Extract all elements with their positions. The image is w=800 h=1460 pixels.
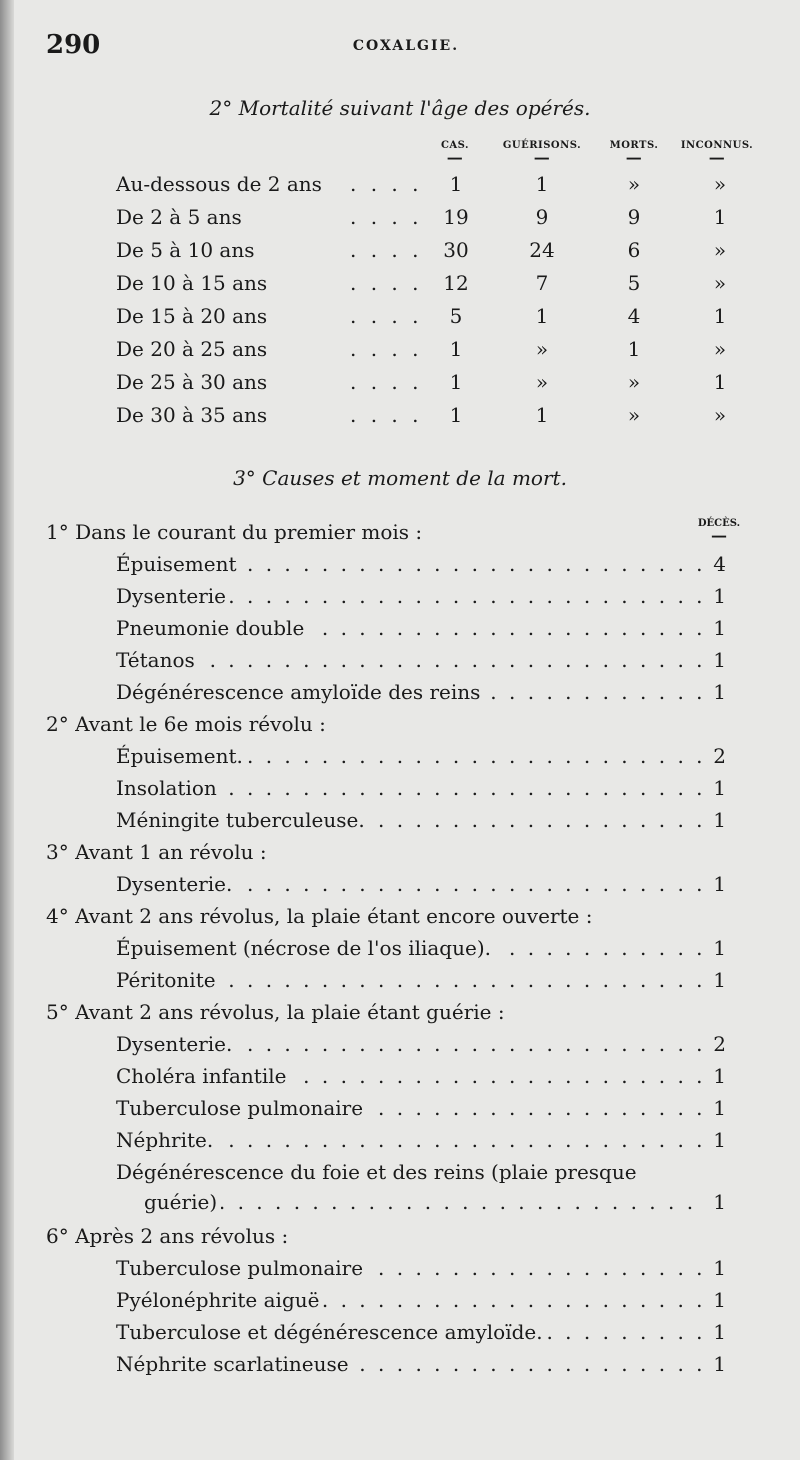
cell-morts: »	[627, 403, 641, 427]
cause-leader	[116, 744, 702, 768]
page-header	[46, 30, 766, 66]
death-count: 1	[713, 872, 726, 896]
cause-label: Tuberculose pulmonaire	[116, 1096, 367, 1120]
cause-label: Tétanos	[116, 648, 199, 672]
cause-row	[116, 680, 726, 710]
cause-label: Néphrite.	[116, 1128, 217, 1152]
cause-leader	[116, 1256, 702, 1280]
cell-cas: 1	[449, 370, 463, 394]
cause-row	[116, 872, 726, 902]
cause-leader	[116, 776, 702, 800]
cell-inconnus: »	[713, 238, 727, 262]
age-row	[0, 304, 800, 334]
death-count: 1	[713, 1064, 726, 1088]
cell-guerisons: »	[535, 337, 549, 361]
cause-row	[116, 648, 726, 678]
dot-leader: . . . .	[350, 337, 423, 361]
cell-guerisons: 7	[535, 271, 549, 295]
cause-label: Dysenterie	[116, 584, 230, 608]
death-count: 1	[713, 584, 726, 608]
cell-morts: 9	[627, 205, 641, 229]
death-count: 1	[713, 1096, 726, 1120]
cause-row	[116, 1320, 726, 1350]
death-count: 1	[713, 616, 726, 640]
dot-leader: . . . .	[350, 370, 423, 394]
cell-guerisons: »	[535, 370, 549, 394]
cause-row	[116, 1032, 726, 1062]
cause-label: Épuisement (nécrose de l'os iliaque).	[116, 936, 495, 960]
cause-row	[116, 1160, 726, 1220]
cause-leader	[116, 680, 702, 704]
section-3-title: 3° Causes et moment de la mort.	[233, 466, 567, 490]
age-row	[0, 271, 800, 301]
section-2-title: 2° Mortalité suivant l'âge des opérés.	[209, 96, 591, 120]
death-count: 1	[713, 680, 726, 704]
cause-label: Méningite tuberculeuse.	[116, 808, 369, 832]
cell-morts: 5	[627, 271, 641, 295]
column-header-deces: DÉCÈS. —	[697, 518, 741, 545]
cause-row	[116, 808, 726, 838]
cause-row	[116, 1352, 726, 1382]
cell-inconnus: 1	[713, 205, 727, 229]
cause-label: Tuberculose et dégénérescence amyloïde.	[116, 1320, 547, 1344]
cause-row	[116, 1288, 726, 1318]
cell-guerisons: 9	[535, 205, 549, 229]
cell-inconnus: »	[713, 403, 727, 427]
cell-morts: 6	[627, 238, 641, 262]
cause-row	[116, 1096, 726, 1126]
cause-row	[116, 776, 726, 806]
dot-leader: . . . .	[350, 403, 423, 427]
cause-label: Épuisement	[116, 552, 241, 576]
death-count: 1	[713, 648, 726, 672]
cell-inconnus: »	[713, 172, 727, 196]
age-row	[0, 205, 800, 235]
cause-label: Pneumonie double	[116, 616, 308, 640]
age-range-label: De 15 à 20 ans	[116, 304, 268, 328]
cause-label: Dysenterie.	[116, 1032, 236, 1056]
cause-row	[116, 552, 726, 582]
death-count: 1	[713, 808, 726, 832]
cause-label: Épuisement.	[116, 744, 247, 768]
cause-label: Insolation	[116, 776, 221, 800]
death-count: 1	[713, 968, 726, 992]
cause-label: Choléra infantile	[116, 1064, 290, 1088]
column-header-guerisons: GUÉRISONS. —	[502, 140, 582, 167]
cause-leader	[116, 616, 702, 640]
cell-inconnus: »	[713, 271, 727, 295]
cause-leader	[116, 1096, 702, 1120]
cause-group-title: 6° Après 2 ans révolus :	[46, 1224, 289, 1248]
cause-label: Pyélonéphrite aiguë	[116, 1288, 323, 1312]
cause-leader	[116, 648, 702, 672]
death-count: 1	[713, 776, 726, 800]
death-count: 4	[713, 552, 726, 576]
death-count: 1	[713, 1352, 726, 1376]
column-header-cas: CAS. —	[440, 140, 470, 167]
cell-morts: »	[627, 370, 641, 394]
cell-guerisons: 1	[535, 304, 549, 328]
cell-cas: 19	[443, 205, 469, 229]
age-range-label: De 25 à 30 ans	[116, 370, 268, 394]
death-count: 1	[713, 1128, 726, 1152]
cause-leader	[116, 1320, 702, 1344]
age-range-label: De 2 à 5 ans	[116, 205, 242, 229]
cause-group-title: 4° Avant 2 ans révolus, la plaie étant encore ouverte :	[46, 904, 593, 928]
age-row	[0, 370, 800, 400]
death-count: 1	[713, 1320, 726, 1344]
page-number: 290	[46, 30, 101, 60]
age-range-label: De 20 à 25 ans	[116, 337, 268, 361]
column-header-inconnus: INCONNUS. —	[680, 140, 754, 167]
dot-leader: . . . .	[350, 205, 423, 229]
cause-row	[116, 744, 726, 774]
cause-leader	[116, 1064, 702, 1088]
cell-cas: 12	[443, 271, 469, 295]
dot-leader: . . . .	[350, 238, 423, 262]
death-count: 1	[713, 1190, 726, 1214]
cause-leader	[116, 1352, 702, 1376]
death-count: 1	[713, 936, 726, 960]
cell-cas: 1	[449, 172, 463, 196]
cause-group-title: 1° Dans le courant du premier mois :	[46, 520, 423, 544]
cell-guerisons: 1	[535, 403, 549, 427]
cell-morts: »	[627, 172, 641, 196]
cause-group-title: 3° Avant 1 an révolu :	[46, 840, 267, 864]
cause-leader	[116, 936, 702, 960]
cause-leader	[116, 584, 702, 608]
cause-leader	[116, 872, 702, 896]
cell-inconnus: 1	[713, 304, 727, 328]
cause-row	[116, 968, 726, 998]
cause-label: Dégénérescence amyloïde des reins	[116, 680, 484, 704]
cause-row	[116, 616, 726, 646]
running-title: COXALGIE.	[352, 38, 460, 54]
cell-cas: 1	[449, 403, 463, 427]
cause-row	[116, 1064, 726, 1094]
death-count: 1	[713, 1256, 726, 1280]
age-row	[0, 403, 800, 433]
column-header-morts: MORTS. —	[609, 140, 659, 167]
cell-cas: 5	[449, 304, 463, 328]
cause-leader	[144, 1190, 702, 1214]
cell-morts: 4	[627, 304, 641, 328]
age-row	[0, 337, 800, 367]
cell-guerisons: 1	[535, 172, 549, 196]
cause-label: Dysenterie.	[116, 872, 236, 896]
cause-label: Tuberculose pulmonaire	[116, 1256, 367, 1280]
cause-row	[116, 1128, 726, 1158]
cause-leader	[116, 1288, 702, 1312]
cause-group-title: 2° Avant le 6e mois révolu :	[46, 712, 326, 736]
cause-leader	[116, 1032, 702, 1056]
death-count: 2	[713, 1032, 726, 1056]
cell-guerisons: 24	[529, 238, 555, 262]
dot-leader: . . . .	[350, 172, 423, 196]
dot-leader: . . . .	[350, 304, 423, 328]
age-row	[0, 172, 800, 202]
dot-leader: . . . .	[350, 271, 423, 295]
cell-cas: 1	[449, 337, 463, 361]
cause-row	[116, 1256, 726, 1286]
age-range-label: De 10 à 15 ans	[116, 271, 268, 295]
cause-leader	[116, 1128, 702, 1152]
age-range-label: De 5 à 10 ans	[116, 238, 255, 262]
cause-group-title: 5° Avant 2 ans révolus, la plaie étant guérie :	[46, 1000, 505, 1024]
cause-row	[116, 584, 726, 614]
cause-leader	[116, 808, 702, 832]
cause-label: Dégénérescence du foie et des reins (plaie presque	[116, 1160, 637, 1184]
death-count: 1	[713, 1288, 726, 1312]
cell-cas: 30	[443, 238, 469, 262]
cause-row	[116, 936, 726, 966]
cause-leader	[116, 968, 702, 992]
age-row	[0, 238, 800, 268]
age-range-label: Au-dessous de 2 ans	[116, 172, 322, 196]
cause-label: Péritonite	[116, 968, 220, 992]
cause-label: Néphrite scarlatineuse	[116, 1352, 353, 1376]
age-range-label: De 30 à 35 ans	[116, 403, 268, 427]
cause-label-continuation: guérie)	[144, 1190, 221, 1214]
cell-inconnus: »	[713, 337, 727, 361]
death-count: 2	[713, 744, 726, 768]
cause-leader	[116, 552, 702, 576]
cell-morts: 1	[627, 337, 641, 361]
cell-inconnus: 1	[713, 370, 727, 394]
